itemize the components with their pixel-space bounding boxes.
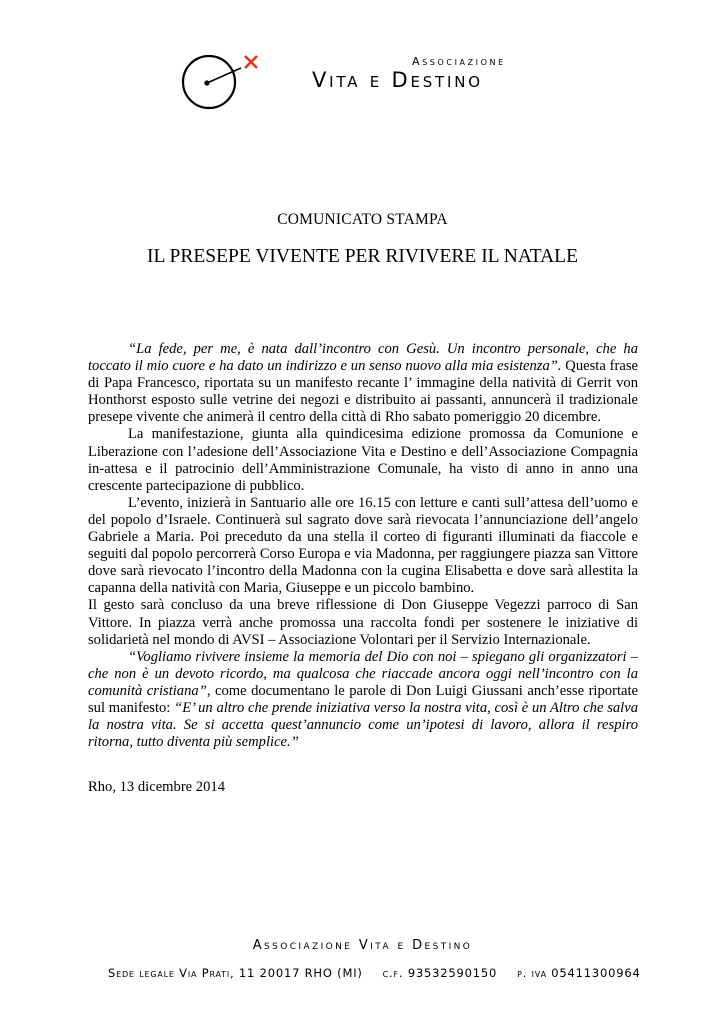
paragraph-5 bbox=[88, 649, 638, 752]
paragraph-2: La manifestazione, giunta alla quindicesima edizione promossa da Comunione e Liberazione con l’adesione dell’Associazione Vita e Destino e dell’Associazione Compagnia in-attesa e il patrocinio dell’Amministrazione Comunale, ha visto di anno in anno una crescente partecipazione di pubblico. bbox=[88, 426, 638, 494]
footer-vat-number: p. iva 05411300964 bbox=[517, 966, 641, 980]
pope-quote: “La fede, per me, è nata dall’incontro con Gesù. Un incontro personale, che ha toccato il mio cuore e ha dato un indirizzo e un senso nuovo alla mia esistenza”. bbox=[88, 341, 638, 375]
paragraph-5-text: , come documentano le parole di Don Luigi Giussani anch’esse riportate sul manifesto: bbox=[88, 682, 639, 716]
document-title: IL PRESEPE VIVENTE PER RIVIVERE IL NATALE bbox=[146, 246, 579, 267]
giussani-quote: “E’ un altro che prende iniziativa verso la nostra vita, così è un Altro che salva la nostra vita. Se si accetta quest’annuncio come un’ipotesi di lavoro, allora il respiro ritorna, tutto diventa più semplice.” bbox=[88, 699, 638, 751]
footer-info bbox=[108, 966, 641, 980]
paragraph-4: Il gesto sarà concluso da una breve riflessione di Don Giuseppe Vegezzi parroco di San Vittore. In piazza verrà anche promossa una raccolta fondi per sostenere le iniziative di solidarietà nel mondo di AVSI – Associazione Volontari per il Servizio Internazionale. bbox=[88, 597, 638, 648]
org-name-small: Associazione bbox=[412, 55, 506, 68]
document-date: Rho, 13 dicembre 2014 bbox=[88, 779, 225, 795]
org-name-large: Vita e Destino bbox=[312, 68, 483, 92]
paragraph-3: L’evento, inizierà in Santuario alle ore 16.15 con letture e canti sull’attesa dell’uomo e del popolo d’Israele. Continuerà sul sagrato dove sarà rievocata l’annunciazione dell’angelo Gabriele a Maria. Poi preceduto da una stella il corteo di figuranti illuminati da fiaccole e seguiti dal popolo percorrerà Corso Europa e via Madonna, per raggiungere piazza san Vittore dove sarà rievocato l’incontro della Madonna con la cugina Elisabetta e dove sarà allestita la capanna della natività con Maria, Giuseppe e un piccolo bambino. bbox=[88, 494, 638, 597]
footer-tax-code: c.f. 93532590150 bbox=[382, 966, 498, 980]
footer-org-name: Associazione Vita e Destino bbox=[252, 938, 473, 953]
document-body bbox=[88, 341, 638, 751]
association-logo-icon bbox=[173, 50, 269, 120]
paragraph-1-text: Questa frase di Papa Francesco, riportata su un manifesto recante l’ immagine della natività di Gerrit von Honthorst esposto sulle vetrine dei negozi e distribuito ai passanti, annuncerà il tradizionale presepe vivente che animerà il centro della città di Rho sabato pomeriggio 20 dicembre. bbox=[88, 358, 638, 426]
press-release-label: COMUNICATO STAMPA bbox=[277, 211, 448, 228]
organizers-quote: “Vogliamo rivivere insieme la memoria del Dio con noi – spiegano gli organizzatori – che non è un devoto ricordo, ma qualcosa che riaccade ancora oggi nell’incontro con la comunità cristiana” bbox=[88, 648, 638, 699]
footer-address: Sede legale Via Prati, 11 20017 RHO (MI) bbox=[108, 966, 363, 980]
paragraph-1 bbox=[88, 341, 638, 426]
